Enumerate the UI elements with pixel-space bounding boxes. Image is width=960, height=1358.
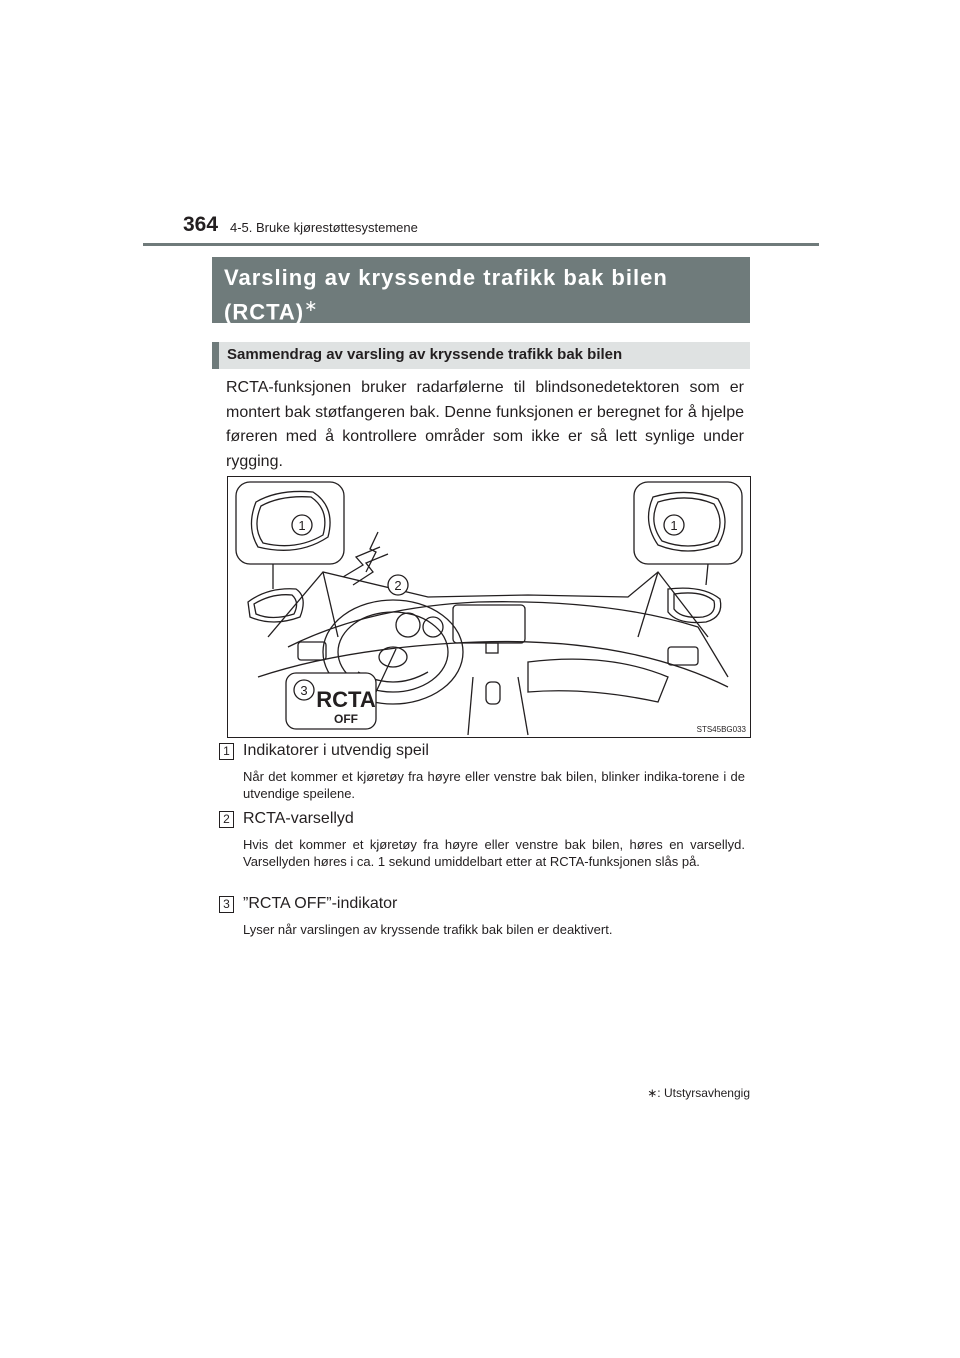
item-title: RCTA-varsellyd bbox=[243, 810, 354, 827]
item-description: Hvis det kommer et kjøretøy fra høyre eller venstre bak bilen, høres en varsellyd. Varsellyden høres i ca. 1 sekund umiddelbart etter at RCTA-funksjonen slås på. bbox=[243, 837, 745, 869]
item-title: Indikatorer i utvendig speil bbox=[243, 742, 429, 759]
item-number-badge: 3 bbox=[219, 896, 234, 913]
option-mark: ∗ bbox=[304, 298, 319, 315]
subsection-bar bbox=[212, 342, 219, 369]
section-title-text: Varsling av kryssende trafikk bak bilen (RCTA) bbox=[224, 265, 668, 325]
section-title-box bbox=[212, 257, 750, 323]
dashboard-drawing bbox=[228, 477, 750, 737]
subsection-title: Sammendrag av varsling av kryssende trafikk bak bilen bbox=[227, 346, 623, 363]
intro-paragraph: RCTA-funksjonen bruker radarfølerne til blindsonedetektoren som er montert bak støtfangeren bak. Denne funksjonen er beregnet for å hjelpe føreren med å kontrollere områder som ikke er så lett synlige under rygging. bbox=[226, 379, 744, 470]
section-title bbox=[224, 263, 744, 326]
callout-2: 2 bbox=[394, 578, 402, 593]
rcta-indicator-label: RCTA bbox=[316, 687, 376, 712]
callout-1-right: 1 bbox=[670, 518, 678, 533]
callout-3: 3 bbox=[300, 683, 308, 698]
page-number: 364 bbox=[183, 213, 219, 236]
callout-1-left: 1 bbox=[298, 518, 306, 533]
item-title: ”RCTA OFF”-indikator bbox=[243, 895, 398, 912]
item-description: Når det kommer et kjøretøy fra høyre eller venstre bak bilen, blinker indika-torene i de utvendige speilene. bbox=[243, 769, 745, 801]
item-description: Lyser når varslingen av kryssende trafikk bak bilen er deaktivert. bbox=[243, 922, 613, 937]
subsection-title-box bbox=[212, 342, 750, 369]
rcta-off-label: OFF bbox=[334, 712, 358, 726]
item-number-badge: 2 bbox=[219, 811, 234, 828]
header-rule bbox=[143, 243, 819, 246]
chapter-title: 4-5. Bruke kjørestøttesystemene bbox=[230, 220, 418, 235]
dashboard-illustration bbox=[227, 476, 751, 738]
figure-code: STS45BG033 bbox=[696, 725, 746, 734]
footnote: ∗: Utstyrsavhengig bbox=[647, 1086, 750, 1100]
item-number-badge: 1 bbox=[219, 743, 234, 760]
